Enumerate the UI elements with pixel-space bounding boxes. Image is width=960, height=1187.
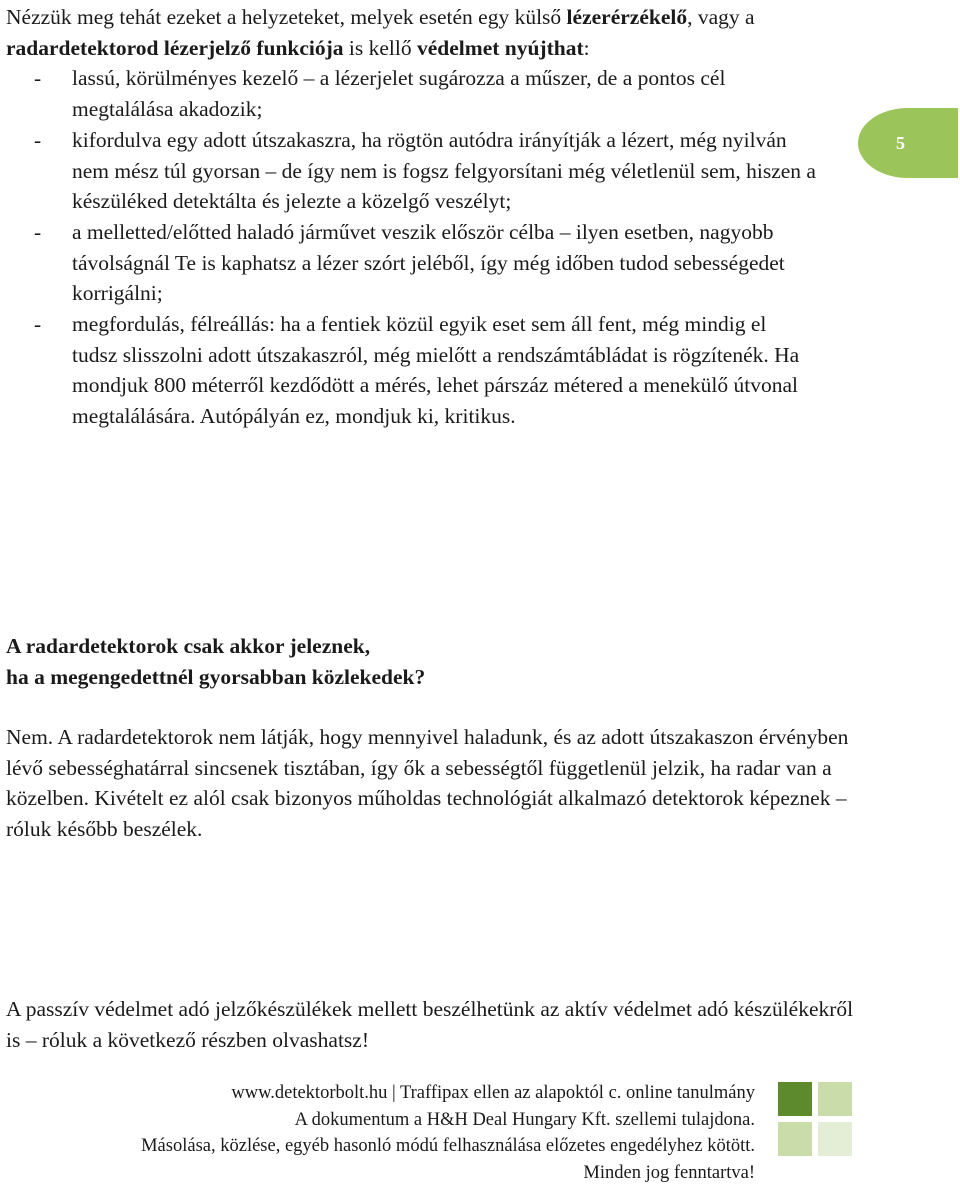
intro-bold-protection: védelmet nyújthat [417, 35, 584, 60]
list-item-text: a melletted/előtted haladó járművet veszik először célba – ilyen esetben, nagyobb távolságnál Te is kaphatsz a lézer szórt jeléből, így még időben tudod sebességedet korrigálni; [72, 219, 785, 306]
footer [141, 1080, 755, 1186]
intro-paragraph [6, 0, 856, 63]
answer-paragraph: Nem. A radardetektorok nem látják, hogy mennyivel haladunk, és az adott útszakaszon érvényben lévő sebességhatárral sincsenek tisztában, így ők a sebességtől függetlenül jelzik, ha radar van a közelben. Kivételt ez alól csak bizonyos műholdas technológiát alkalmazó detektorok képeznek – róluk később beszélek. [6, 725, 849, 842]
heading-line: A radardetektorok csak akkor jeleznek, [6, 634, 371, 658]
logo-square [778, 1122, 812, 1156]
footer-line: Minden jog fenntartva! [583, 1162, 755, 1183]
intro-text: , vagy a [687, 5, 755, 29]
page-number-badge [858, 108, 958, 178]
intro-text: : [583, 35, 590, 60]
list-dash: - [34, 219, 42, 244]
list-item [6, 309, 816, 432]
list-item [6, 217, 816, 309]
logo-square [778, 1082, 812, 1116]
list-dash: - [34, 66, 42, 91]
intro-bold-laser-detector: lézerérzékelő [566, 5, 688, 29]
page-number: 5 [896, 132, 905, 153]
list-dash: - [34, 312, 42, 337]
intro-text: Nézzük meg tehát ezeket a helyzeteket, melyek esetén egy külső [6, 5, 567, 29]
list-item [6, 63, 816, 124]
logo-square [818, 1082, 852, 1116]
intro-text: is kellő [343, 35, 418, 60]
scenario-list [6, 63, 816, 431]
closing-paragraph: A passzív védelmet adó jelzőkészülékek mellett beszélhetünk az aktív védelmet adó készülékekről is – róluk a következő részben olvashatsz! [6, 997, 854, 1052]
logo-squares [778, 1082, 858, 1162]
list-item-text: lassú, körülményes kezelő – a lézerjelet sugározza a műszer, de a pontos cél megtalálása akadozik; [72, 66, 726, 122]
main-text [6, 0, 856, 432]
list-item-text: megfordulás, félreállás: ha a fentiek közül egyik eset sem áll fent, még mindig el tudsz slisszolni adott útszakaszról, még mielőtt a rendszámtábládat is rögzítenék. Ha mondjuk 800 méterről kezdődött a mérés, lehet párszáz métered a menekülő útvonal megtalálására. Autópályán ez, mondjuk ki, kritikus. [72, 312, 800, 429]
list-item [6, 125, 816, 217]
footer-line: www.detektorbolt.hu | Traffipax ellen az alapoktól c. online tanulmány [231, 1083, 755, 1103]
heading-line: ha a megengedettnél gyorsabban közlekedek? [6, 664, 426, 689]
logo-square [818, 1122, 852, 1156]
list-item-text: kifordulva egy adott útszakaszra, ha rögtön autódra irányítják a lézert, még nyilván nem mész túl gyorsan – de így nem is fogsz felgyorsítani még véletlenül sem, hiszen a készüléked detektálta és jelezte a közelgő veszélyt; [72, 127, 816, 214]
list-dash: - [34, 127, 42, 152]
section-heading [6, 631, 906, 692]
intro-bold-laser-function: radardetektorod lézerjelző funkciója [6, 35, 344, 60]
footer-line: A dokumentum a H&H Deal Hungary Kft. szellemi tulajdona. [294, 1109, 755, 1130]
footer-line: Másolása, közlése, egyéb hasonló módú felhasználása előzetes engedélyhez kötött. [141, 1136, 755, 1156]
